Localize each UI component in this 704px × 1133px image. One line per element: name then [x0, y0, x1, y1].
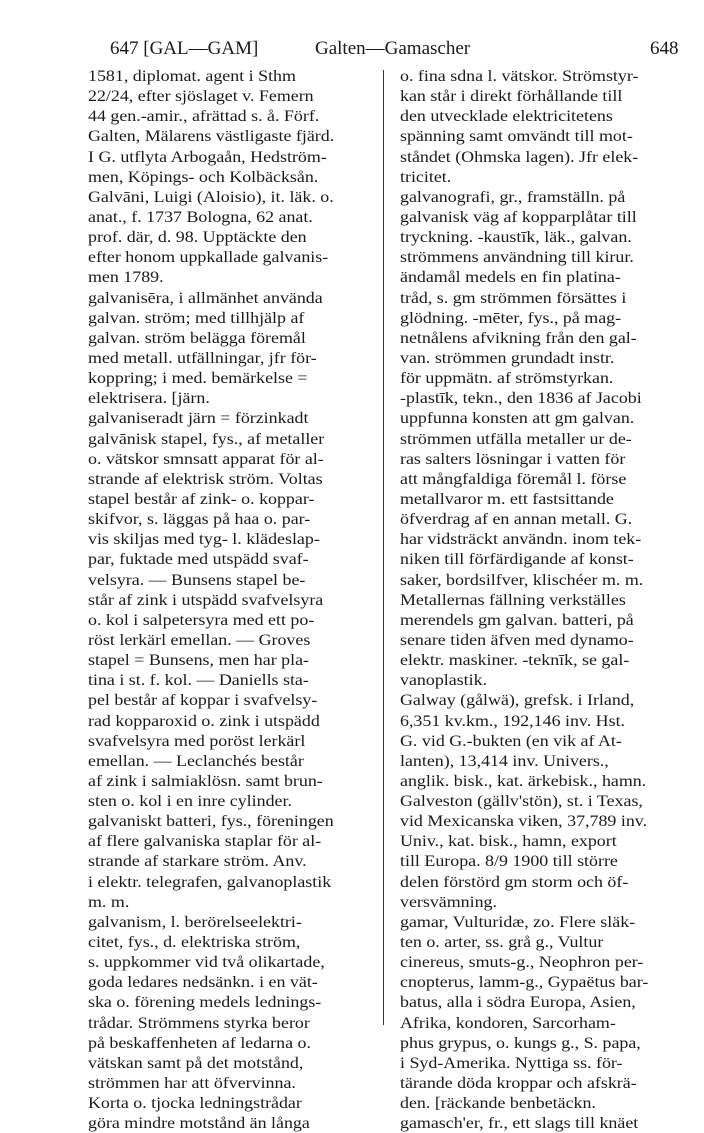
text-line: tina i st. f. kol. — Daniells sta- — [88, 670, 309, 690]
column-divider — [383, 70, 384, 1025]
page-header — [0, 38, 704, 64]
text-line: Galveston (gällv'stön), st. i Texas, — [400, 791, 643, 811]
text-line: anat., f. 1737 Bologna, 62 anat. — [88, 206, 313, 226]
text-line: rad kopparoxid o. zink i utspädd — [88, 710, 320, 730]
text-line: Galvāni, Luigi (Aloisio), it. läk. o. — [88, 186, 334, 206]
text-line: elektr. maskiner. -teknīk, se gal- — [400, 650, 630, 670]
text-line: svafvelsyra med poröst lerkärl — [88, 730, 306, 750]
text-line: skifvor, s. läggas på haa o. par- — [88, 509, 311, 529]
running-title: Galten—Gamascher — [315, 38, 471, 59]
text-line: tråd, s. gm strömmen försättes i — [400, 287, 627, 307]
text-line: gamasch'er, fr., ett slags till knäet — [400, 1113, 639, 1133]
text-line: delen förstörd gm storm och öf- — [400, 871, 629, 891]
text-line: strande af starkare ström. Anv. — [88, 851, 307, 871]
text-line: i Syd-Amerika. Nyttiga ss. för- — [400, 1052, 623, 1072]
text-line: öfverdrag af en annan metall. G. — [400, 509, 633, 529]
text-line: van. strömmen grundadt instr. — [400, 347, 615, 367]
text-line: på beskaffenheten af ledarna o. — [88, 1032, 311, 1052]
text-line: galvanism, l. berörelseelektri- — [88, 911, 302, 931]
text-line: versvämning. — [400, 891, 497, 911]
text-line: senare tiden äfven med dynamo- — [400, 629, 634, 649]
text-line: står af zink i utspädd svafvelsyra — [88, 589, 324, 609]
text-line: ras salters lösningar i vatten för — [400, 448, 626, 468]
text-line: stapel = Bunsens, men har pla- — [88, 650, 309, 670]
text-line: ska o. förening medels lednings- — [88, 992, 322, 1012]
text-line: vis skiljas med tyg- l. klädeslap- — [88, 529, 320, 549]
text-line: galvanisēra, i allmänhet använda — [88, 287, 323, 307]
text-line: cnopterus, lamm-g., Gypaëtus bar- — [400, 972, 649, 992]
text-line: galvanisk väg af kopparplåtar till — [400, 206, 637, 226]
text-line: strömmen utfälla metaller ur de- — [400, 428, 632, 448]
text-line: strande af elektrisk ström. Voltas — [88, 468, 323, 488]
right-column — [400, 66, 700, 1133]
text-line: af flere galvaniska staplar för al- — [88, 831, 322, 851]
text-line: 6,351 kv.km., 192,146 inv. Hst. — [400, 710, 626, 730]
text-line: cinereus, smuts-g., Neophron per- — [400, 952, 644, 972]
text-line: tärande döda kroppar och afskrä- — [400, 1073, 637, 1093]
text-line: o. kol i salpetersyra med ett po- — [88, 609, 315, 629]
text-line: uppfunna konsten att gm galvan. — [400, 408, 635, 428]
text-line: par, fuktade med utspädd svaf- — [88, 549, 309, 569]
text-line: gamar, Vulturidæ, zo. Flere släk- — [400, 911, 636, 931]
text-line: goda ledares nedsänkn. i en vät- — [88, 972, 318, 992]
page-number-left: 647 [GAL—GAM] — [110, 38, 259, 59]
text-line: ståndet (Ohmska lagen). Jfr elek- — [400, 146, 639, 166]
text-line: 44 gen.-amir., afrättad s. å. Förf. — [88, 106, 320, 126]
text-line: galvaniskt batteri, fys., föreningen — [88, 811, 334, 831]
text-line: metallvaror m. ett fastsittande — [400, 488, 614, 508]
text-line: G. vid G.-bukten (en vik af At- — [400, 730, 622, 750]
text-line: vid Mexicanska viken, 37,789 inv. — [400, 811, 648, 831]
text-line: citet, fys., d. elektriska ström, — [88, 932, 301, 952]
text-line: pel består af koppar i svafvelsy- — [88, 690, 318, 710]
left-column — [88, 66, 378, 1133]
text-line: strömmens användning till kirur. — [400, 247, 634, 267]
text-line: för uppmätn. af strömstyrkan. — [400, 368, 614, 388]
text-line: stapel består af zink- o. koppar- — [88, 488, 315, 508]
text-line: efter honom uppkallade galvanis- — [88, 247, 329, 267]
text-line: i elektr. telegrafen, galvanoplastik — [88, 871, 332, 891]
text-line: Galten, Mälarens västligaste fjärd. — [88, 126, 335, 146]
text-line: velsyra. — Bunsens stapel be- — [88, 569, 306, 589]
text-line: kan står i direkt förhållande till — [400, 86, 623, 106]
text-line: galvaniseradt järn = förzinkadt — [88, 408, 309, 428]
text-line: tryckning. -kaustīk, läk., galvan. — [400, 227, 632, 247]
text-line: spänning samt omvändt till mot- — [400, 126, 633, 146]
text-line: merendels gm galvan. batteri, på — [400, 609, 634, 629]
text-line: o. fina sdna l. vätskor. Strömstyr- — [400, 66, 639, 85]
text-line: glödning. -mēter, fys., på mag- — [400, 307, 622, 327]
text-line: Galway (gålwä), grefsk. i Irland, — [400, 690, 635, 710]
text-line: prof. där, d. 98. Upptäckte den — [88, 227, 307, 247]
text-line: den utvecklade elektricitetens — [400, 106, 613, 126]
text-line: lanten), 13,414 inv. Univers., — [400, 750, 609, 770]
text-line: koppring; i med. bemärkelse = — [88, 368, 308, 388]
text-line: 1581, diplomat. agent i Sthm — [88, 66, 296, 85]
text-line: Univ., kat. bisk., hamn, export — [400, 831, 617, 851]
text-line: galvānisk stapel, fys., af metaller — [88, 428, 325, 448]
text-line: o. vätskor smnsatt apparat för al- — [88, 448, 324, 468]
text-line: af zink i salmiaklösn. samt brun- — [88, 770, 323, 790]
text-line: men 1789. — [88, 267, 164, 287]
text-line: 22/24, efter sjöslaget v. Femern — [88, 86, 314, 106]
text-line: med metall. utfällningar, jfr för- — [88, 347, 317, 367]
text-line: saker, bordsilfver, klischéer m. m. — [400, 569, 644, 589]
text-line: m. m. — [88, 891, 130, 911]
text-line: Afrika, kondoren, Sarcorham- — [400, 1012, 616, 1032]
text-line: Korta o. tjocka ledningstrådar — [88, 1093, 302, 1113]
text-line: vätskan samt på det motstånd, — [88, 1052, 304, 1072]
text-line: ten o. arter, ss. grå g., Vultur — [400, 932, 604, 952]
text-line: emellan. — Leclanchés består — [88, 750, 304, 770]
text-line: tricitet. — [400, 166, 452, 186]
text-line: Metallernas fällning verkställes — [400, 589, 626, 609]
text-line: trådar. Strömmens styrka beror — [88, 1012, 310, 1032]
text-line: men, Köpings- och Kolbäcksån. — [88, 166, 319, 186]
text-line: elektrisera. [järn. — [88, 388, 210, 408]
text-line: batus, alla i södra Europa, Asien, — [400, 992, 636, 1012]
text-line: strömmen har att öfvervinna. — [88, 1073, 296, 1093]
page-number-right: 648 — [650, 38, 679, 59]
text-line: vanoplastik. — [400, 670, 488, 690]
text-line: anglik. bisk., kat. ärkebisk., hamn. — [400, 770, 647, 790]
text-line: göra mindre motstånd än långa — [88, 1113, 310, 1133]
text-line: har vidsträckt användn. inom tek- — [400, 529, 642, 549]
text-line: sten o. kol i en inre cylinder. — [88, 791, 292, 811]
text-line: galvanografi, gr., framställn. på — [400, 186, 626, 206]
text-line: till Europa. 8/9 1900 till större — [400, 851, 618, 871]
text-line: I G. utflyta Arbogaån, Hedström- — [88, 146, 327, 166]
text-line: phus grypus, o. kungs g., S. papa, — [400, 1032, 641, 1052]
text-line: att mångfaldiga föremål l. förse — [400, 468, 627, 488]
text-line: -plastīk, tekn., den 1836 af Jacobi — [400, 388, 642, 408]
text-line: niken till förfärdigande af konst- — [400, 549, 634, 569]
text-line: ändamål medels en fin platina- — [400, 267, 621, 287]
text-line: s. uppkommer vid två olikartade, — [88, 952, 325, 972]
text-line: röst lerkärl emellan. — Groves — [88, 629, 311, 649]
text-line: galvan. ström; med tillhjälp af — [88, 307, 305, 327]
text-line: galvan. ström belägga föremål — [88, 327, 306, 347]
text-line: den. [räckande benbetäckn. — [400, 1093, 596, 1113]
text-line: netnålens afvikning från den gal- — [400, 327, 637, 347]
